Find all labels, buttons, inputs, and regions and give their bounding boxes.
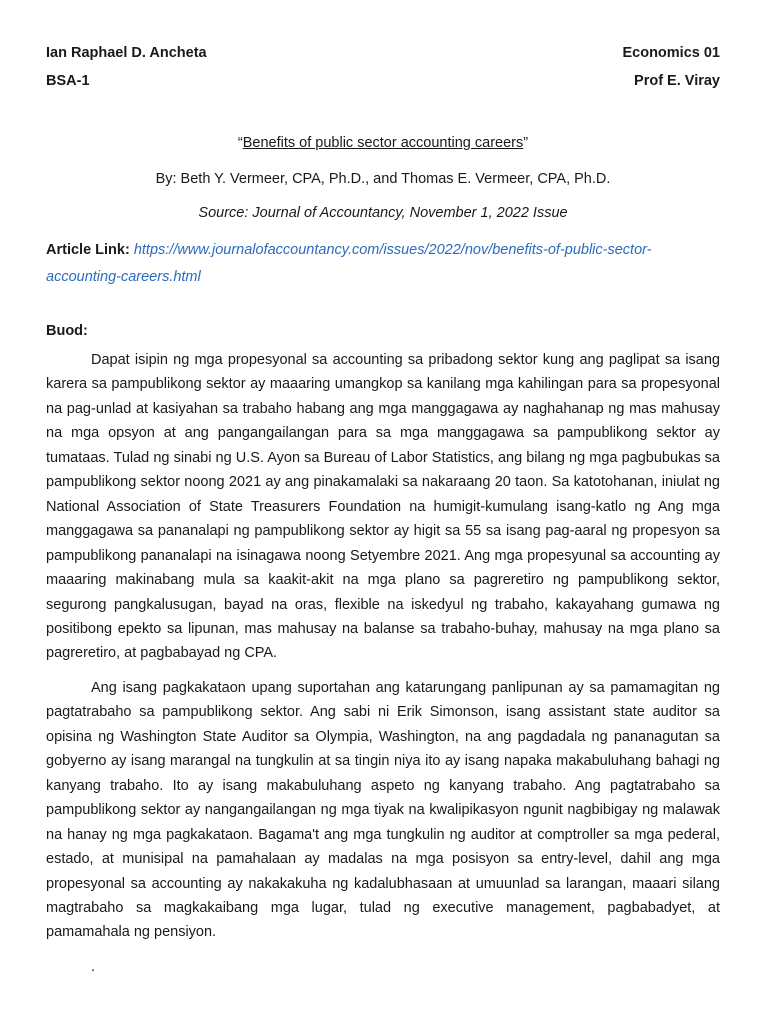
article-title <box>46 134 720 152</box>
summary-paragraph-2: Ang isang pagkakataon upang suportahan ang katarungang panlipunan ay sa pamamagitan ng pagtatrabaho sa pampublikong sektor. Ang sabi ni Erik Simonson, isang assistant state auditor sa opisina ng Washington State Auditor sa Olympia, Washington, na ang pagdadala ng pananagutan sa gobyerno ay isang marangal na tungkulin at sa tingin niya ito ay isang napaka makabuluhang bahagi ng kanyang trabaho. Ito ay isang makabuluhang aspeto ng kanyang trabaho. Ang pagtatrabaho sa pampublikong sektor ay nangangailangan ng mga tiyak na kwalipikasyon ngunit nagbibigay ng malawak na hanay ng mga pagkakataon. Bagama't ang mga tungkulin ng auditor at comptroller sa mga pederal, estado, at munisipal na pamahalaan ay madalas na mga posisyon sa entry-level, dahil ang mga propesyonal sa accounting ay nakakakuha ng kadalubhasaan at umuunlad sa larangan, maaari silang magtrabaho sa magkakaibang mga lugar, tulad ng executive management, pagbabadyet, at pamamahala ng pensiyon. <box>46 679 720 941</box>
title-close-quote: ” <box>523 135 529 151</box>
article-link-block <box>46 237 720 291</box>
summary-label: Buod: <box>46 323 88 339</box>
article-title-text: Benefits of public sector accounting careers <box>242 135 524 151</box>
course-name: Economics 01 <box>622 45 720 61</box>
document-page <box>46 44 720 976</box>
article-source: Source: Journal of Accountancy, November 1, 2022 Issue <box>198 205 568 221</box>
article-byline: By: Beth Y. Vermeer, CPA, Ph.D., and Thomas E. Vermeer, CPA, Ph.D. <box>155 171 611 187</box>
title-open-quote: “ <box>237 135 243 151</box>
student-section: BSA-1 <box>46 73 90 89</box>
student-name: Ian Raphael D. Ancheta <box>46 45 207 61</box>
article-link-label: Article Link: <box>46 242 130 258</box>
summary-paragraph-1: Dapat isipin ng mga propesyonal sa accounting sa pribadong sektor kung ang paglipat sa isang karera sa pampublikong sektor ay maaaring umangkop sa kanilang mga kahilingan para sa propesyonal na pag-unlad at kasiyahan sa trabaho habang ang mga manggagawa ay naghahanap ng mas mahusay na mga opsyon at ang pangangailangan para sa mga manggagawa sa pampublikong sektor ay tumataas. Tulad ng sinabi ng U.S. Ayon sa Bureau of Labor Statistics, ang bilang ng mga pagbubukas sa pampublikong sektor noong 2021 ay ang pinakamalaki sa nakaraang 20 taon. Sa katotohanan, iniulat ng National Association of State Treasurers Foundation na humigit-kumulang isang-katlo ng Ang mga manggagawa sa pananalapi ng pampublikong sektor ay higit sa 55 sa isang pag-aaral ng propesyon sa pampublikong pananalapi na isinagawa noong Setyembre 2021. Ang mga propesyunal sa accounting ay maaaring makinabang mula sa kaakit-akit na mga plano sa pagreretiro ng pampublikong sektor, segurong pangkalusugan, bayad na oras, flexible na iskedyul ng trabaho, kakayahang gumawa ng positibong epekto sa lipunan, mas mahusay na balanse sa trabaho-buhay, mahusay na mga plano sa pagreretiro, at pagbabayad ng CPA. <box>46 352 720 662</box>
professor-name: Prof E. Viray <box>634 73 720 89</box>
header-row-bottom <box>46 72 720 90</box>
header-row-top <box>46 44 720 62</box>
article-link-url[interactable]: https://www.journalofaccountancy.com/issues/2022/nov/benefits-of-public-sector-accounting-careers.html <box>46 242 652 285</box>
trailing-mark: . <box>91 958 96 975</box>
